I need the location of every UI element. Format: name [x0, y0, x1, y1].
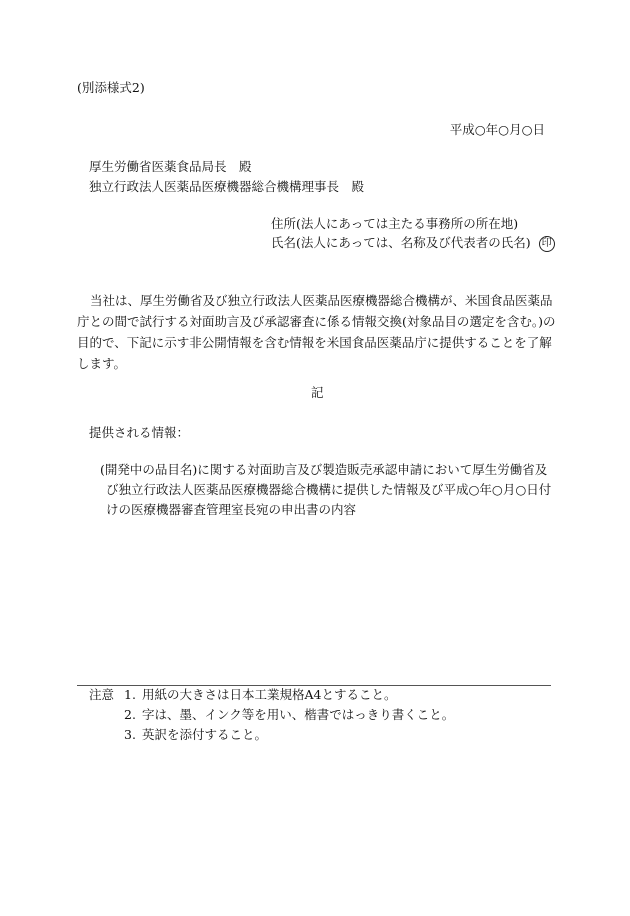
info-heading: 提供される情報：: [89, 425, 190, 440]
note-number: 3.: [124, 727, 136, 742]
notes-label: 注意: [89, 687, 115, 702]
note-number: 2.: [124, 707, 136, 722]
note-text: 用紙の大きさは日本工業規格A4とすること。: [142, 687, 397, 702]
info-item: (開発中の品目名)に関する対面助言及び製造販売承認申請において厚生労働省及び独立行政法人医薬品医療機器総合機構に提供した情報及び平成○年○月○日付けの医療機器審査管理室長宛の申出書の内容: [100, 462, 552, 517]
note-item: [124, 727, 267, 743]
addressee-1: 厚生労働省医薬食品局長 殿: [89, 159, 252, 174]
note-text: 字は、墨、インク等を用い、楷書ではっきり書くこと。: [142, 707, 455, 722]
ki-heading: 記: [311, 385, 324, 400]
date: 平成○年○月○日: [449, 122, 545, 137]
addressee-2: 独立行政法人医薬品医療機器総合機構理事長 殿: [89, 179, 365, 194]
name-label: 氏名(法人にあっては、名称及び代表者の氏名): [271, 235, 531, 250]
note-text: 英訳を添付すること。: [142, 727, 268, 742]
divider: [77, 685, 551, 686]
note-item: [124, 707, 454, 723]
body-paragraph: 当社は、厚生労働省及び独立行政法人医薬品医療機器総合機構が、米国食品医薬品庁との間で試行する対面助言及び承認審査に係る情報交換(対象品目の選定を含む。)の目的で、下記に示す非公開情報を含む情報を米国食品医薬品庁に提供することを了解します。: [77, 293, 556, 371]
address-label: 住所(法人にあっては主たる事務所の所在地): [271, 216, 519, 231]
note-number: 1.: [124, 687, 136, 702]
name-line: [271, 235, 555, 252]
form-label: (別添様式2): [77, 80, 145, 95]
seal-mark: 印: [539, 236, 555, 252]
note-item: [124, 687, 396, 703]
